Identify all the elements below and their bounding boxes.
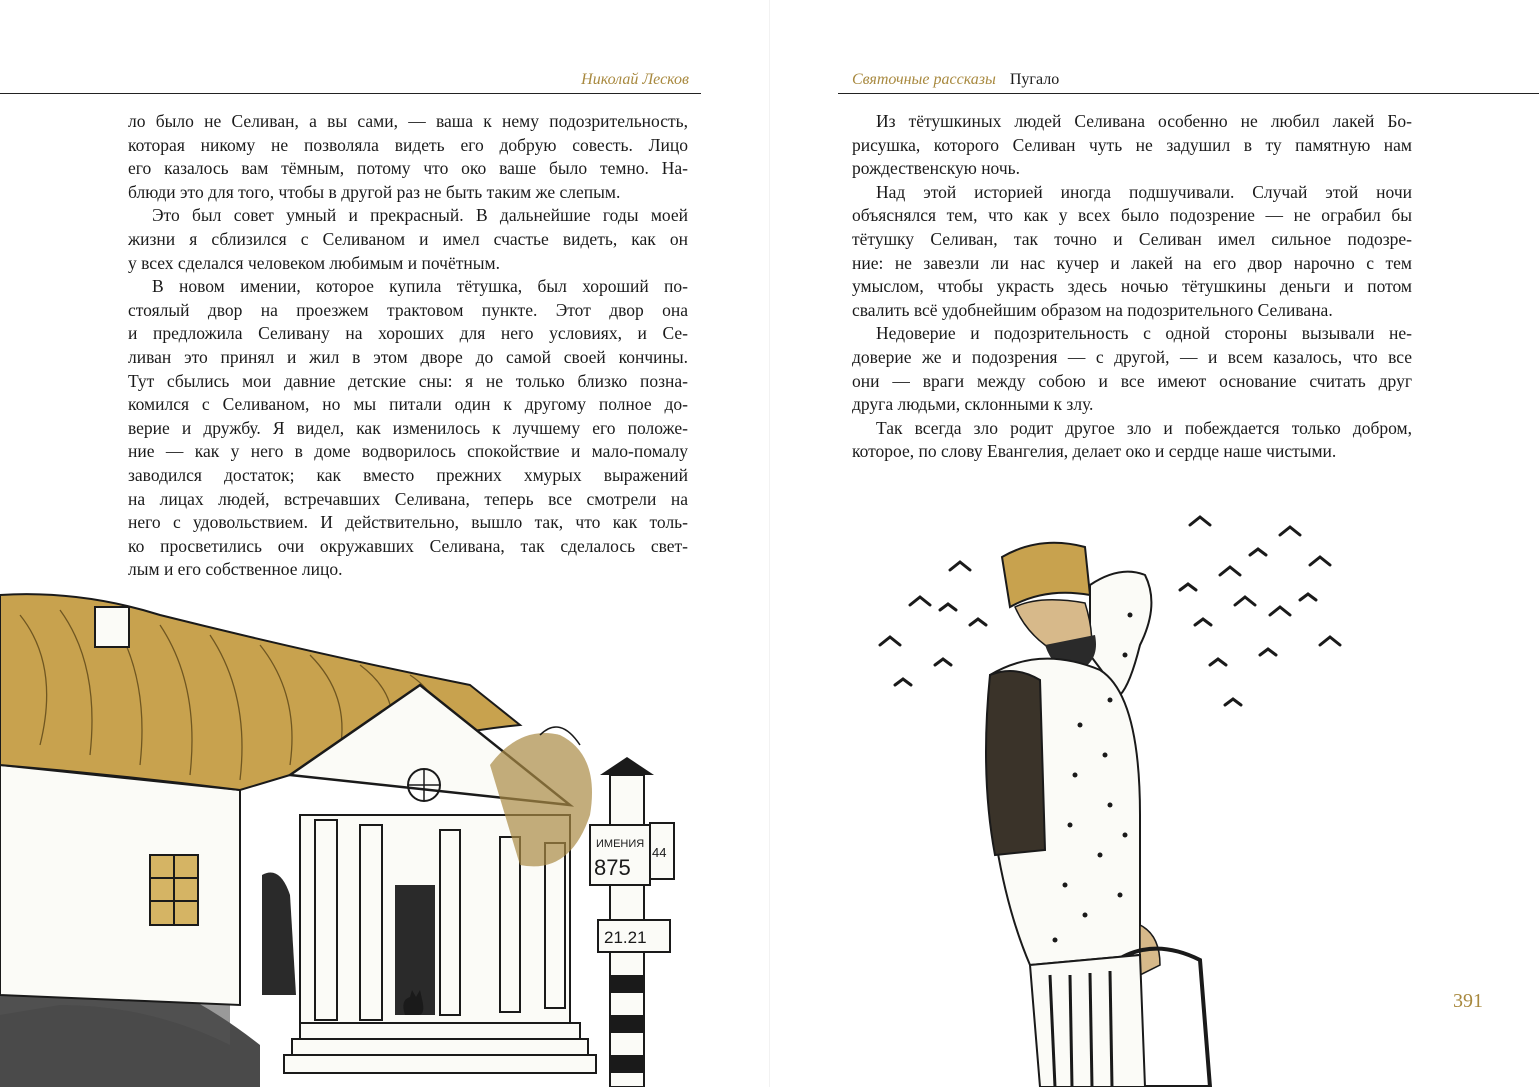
post-lower-number: 21.21 <box>604 928 647 947</box>
text-line: заводился достаток; как вместо прежних хмурых выражений <box>128 464 688 485</box>
text-line: Над этой историей иногда подшучивали. Случай этой ночи <box>876 181 1412 202</box>
left-header-rule <box>0 93 701 94</box>
text-line: блюди это для того, чтобы в другой раз не быть таким же слепым. <box>128 181 621 202</box>
text-line: друга людьми, склонными к злу. <box>852 394 1094 415</box>
text-line: которая никому не позволяла видеть его добрую совесть. Лицо <box>128 134 688 155</box>
text-line: стоялый двор на проезжем трактовом пункте. Этот двор она <box>128 299 688 320</box>
right-running-head <box>852 70 1059 90</box>
text-line: на лицах людей, встречавших Селивана, теперь все смотрели на <box>128 488 688 509</box>
right-page-text <box>852 110 1412 464</box>
text-line: свалить всё удобнейшим образом на подозрительного Селивана. <box>852 299 1333 320</box>
running-head-series: Святочные рассказы <box>852 71 996 88</box>
text-line: комился с Селиваном, но мы питали один к другому полное до- <box>128 394 688 415</box>
page-gutter <box>769 0 770 1087</box>
text-line: ние — как у него в доме водворилось спокойствие и мало-помалу <box>128 441 688 462</box>
text-line: и предложила Селивану на хороших для него условиях, и Се- <box>128 323 688 344</box>
text-line: него с удовольствием. И действительно, вышло так, что как толь- <box>128 512 688 533</box>
text-line: рождественскую ночь. <box>852 158 1021 179</box>
text-line: ние: не завезли ли нас кучер и лакей на его двор нарочно с тем <box>852 252 1412 273</box>
inn-illustration <box>0 575 700 1087</box>
text-line: лым и его собственное лицо. <box>128 559 343 580</box>
text-line: ло было не Селиван, а вы сами, — ваша к нему подозрительность, <box>128 111 688 131</box>
text-line: Так всегда зло родит другое зло и побеждается только добром, <box>876 417 1412 438</box>
text-line: верие и дружбу. Я видел, как изменилось к лучшему его положе- <box>128 417 688 438</box>
text-line: Недоверие и подозрительность с одной стороны вызывали не- <box>876 323 1412 344</box>
post-number: 875 <box>594 855 631 880</box>
text-line: ливан это принял и жил в этом дворе до самой своей кончины. <box>128 346 688 367</box>
text-line: которое, по слову Евангелия, делает око и сердце наше чистыми. <box>852 441 1337 462</box>
man-illustration <box>840 495 1380 1087</box>
text-line: ко просветились очи окружавших Селивана, так сделалось свет- <box>128 535 688 556</box>
text-line: Из тётушкиных людей Селивана особенно не любил лакей Бо- <box>876 111 1412 131</box>
text-line: В новом имении, которое купила тётушка, был хороший по- <box>152 276 688 297</box>
text-line: Это был совет умный и прекрасный. В дальнейшие годы моей <box>152 205 688 226</box>
page-number: 391 <box>1453 990 1483 1012</box>
text-line: они — враги между собою и все имеют основание считать друг <box>852 370 1412 391</box>
text-line: его казалось вам тёмным, потому что око ваше было темно. На- <box>128 158 688 179</box>
text-line: тётушку Селиван, так точно и Селиван имел сильное подозре- <box>852 228 1412 249</box>
post-side-number: 44 <box>652 845 667 860</box>
post-sign-top: ИМЕНИЯ <box>596 838 645 850</box>
text-line: Тут сбылись мои давние детские сны: я не только близко позна- <box>128 370 688 391</box>
text-line: у всех сделался человеком любимым и почётным. <box>128 252 500 273</box>
text-line: объяснялся тем, что как у всех было подозрение — не ограбил бы <box>852 205 1412 226</box>
right-header-rule <box>838 93 1539 94</box>
left-page-text <box>128 110 688 582</box>
text-line: рисушка, которого Селиван чуть не задушил в ту памятную нам <box>852 134 1412 155</box>
text-line: умыслом, чтобы украсть здесь ночью тётушкины деньги и потом <box>852 276 1412 297</box>
running-head-title: Пугало <box>1009 71 1060 88</box>
text-line: жизни я сблизился с Селиваном и имел счастье видеть, как он <box>128 228 688 249</box>
text-line: доверие же и подозрения — с другой, — и всем казалось, что все <box>852 346 1412 367</box>
left-running-head: Николай Лесков <box>581 71 689 88</box>
